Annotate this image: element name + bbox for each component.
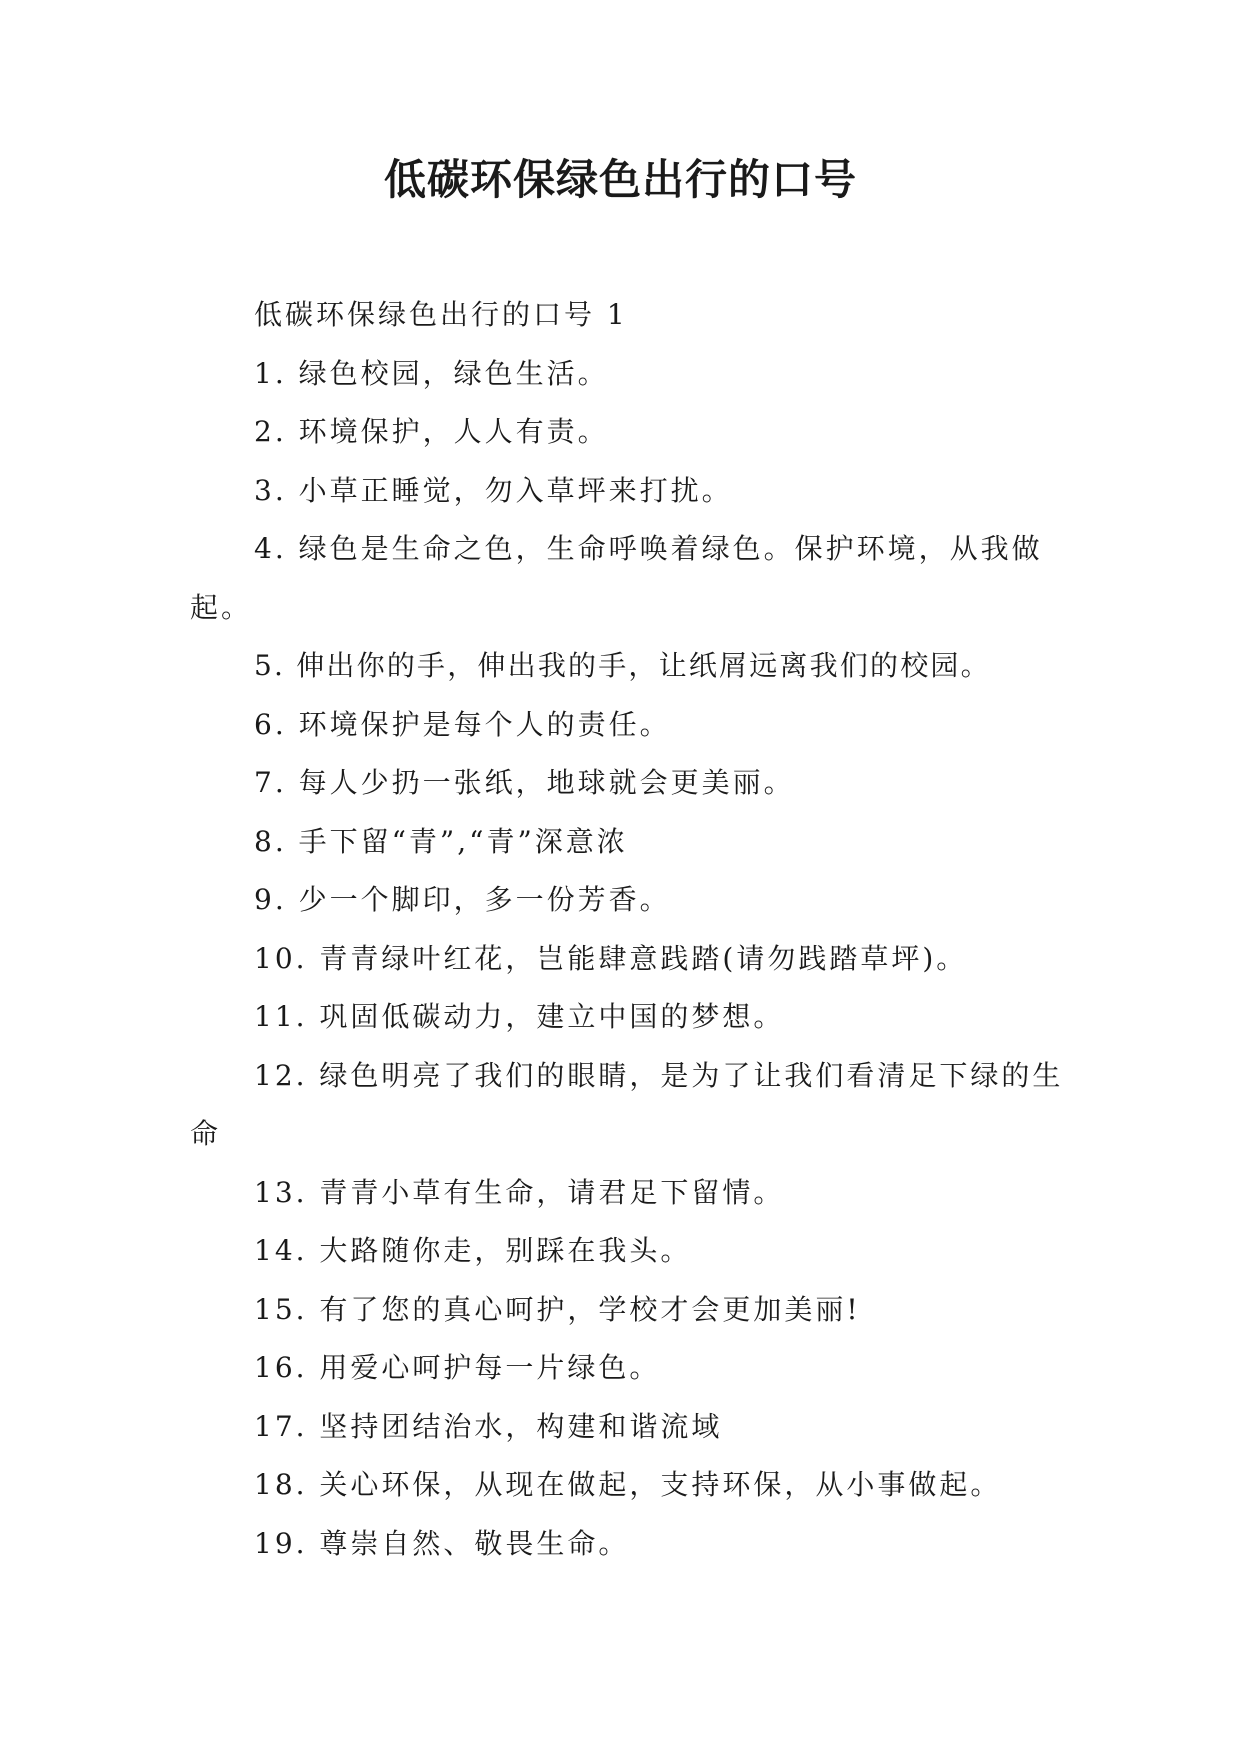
slogan-item: 16. 用爱心呵护每一片绿色。 xyxy=(254,1351,661,1384)
slogan-item: 7. 每人少扔一张纸，地球就会更美丽。 xyxy=(254,766,795,799)
slogan-item: 5. 伸出你的手，伸出我的手，让纸屑远离我们的校园。 xyxy=(254,649,991,682)
slogan-item: 10. 青青绿叶红花，岂能肆意践踏(请勿践踏草坪)。 xyxy=(254,941,968,975)
slogan-item: 1. 绿色校园，绿色生活。 xyxy=(254,356,609,390)
slogan-item: 11. 巩固低碳动力，建立中国的梦想。 xyxy=(254,1000,785,1033)
slogan-item: 4. 绿色是生命之色，生命呼唤着绿色。保护环境，从我做起。 xyxy=(190,532,1043,624)
slogan-item: 18. 关心环保，从现在做起，支持环保，从小事做起。 xyxy=(254,1468,1002,1501)
slogan-item: 13. 青青小草有生命，请君足下留情。 xyxy=(254,1175,785,1209)
slogan-item: 17. 坚持团结治水，构建和谐流域 xyxy=(254,1409,723,1443)
slogan-item: 19. 尊崇自然、敬畏生命。 xyxy=(254,1526,630,1560)
document-body xyxy=(190,286,1070,1573)
slogan-item: 12. 绿色明亮了我们的眼睛，是为了让我们看清足下绿的生命 xyxy=(190,1058,1064,1150)
slogan-item: 8. 手下留“青”,“青”深意浓 xyxy=(254,824,628,858)
slogan-item: 6. 环境保护是每个人的责任。 xyxy=(254,707,671,741)
slogan-item: 15. 有了您的真心呵护，学校才会更加美丽! xyxy=(254,1292,861,1326)
slogan-item: 14. 大路随你走，别踩在我头。 xyxy=(254,1234,692,1267)
slogan-item: 2. 环境保护，人人有责。 xyxy=(254,415,609,448)
slogan-item: 3. 小草正睡觉，勿入草坪来打扰。 xyxy=(254,473,733,507)
slogan-item: 9. 少一个脚印，多一份芳香。 xyxy=(254,883,671,916)
section-heading: 低碳环保绿色出行的口号 1 xyxy=(254,298,628,331)
document-title: 低碳环保绿色出行的口号 xyxy=(383,155,857,204)
